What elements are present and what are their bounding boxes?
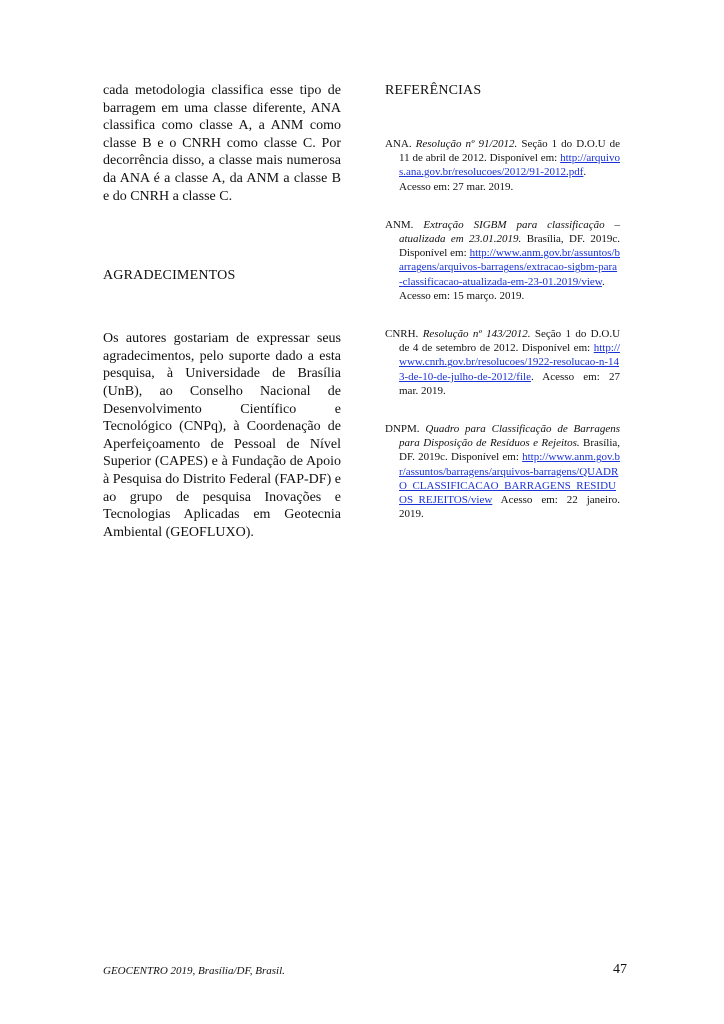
acknowledgements-heading: AGRADECIMENTOS (103, 268, 236, 284)
reference-item (385, 137, 620, 194)
acknowledgements-paragraph: Os autores gostariam de expressar seus agradecimentos, pelo suporte dado a esta pesquisa, à Universidade de Brasília (UnB), ao Conselho Nacional de Desenvolvimento Científico e Tecnológico (CNPq), à Coordenação de Aperfeiçoamento de Pessoal de Nível Superior (CAPES) e à Fundação de Apoio à Pesquisa do Distrito Federal (FAP-DF) e ao grupo de pesquisa Inovações e Tecnologias Aplicadas em Geotecnia Ambiental (GEOFLUXO). (103, 331, 341, 540)
footer-journal: GEOCENTRO 2019, Brasília/DF, Brasil. (103, 965, 285, 977)
reference-link[interactable]: http://www.anm.gov.br/assuntos/barragens/arquivos-barragens/QUADRO_CLASSIFICACAO_BARRAGENS_RESIDUOS_REJEITOS/view (399, 451, 620, 507)
reference-details: Seção 1 do D.O.U de 11 de abril de 2012. Disponível em: (399, 138, 620, 165)
reference-title: Extração SIGBM para classificação – atualizada em 23.01.2019. (399, 218, 621, 246)
reference-link[interactable]: http://www.cnrh.gov.br/resolucoes/1922-resolucao-n-143-de-10-de-julho-de-2012/file (399, 342, 620, 383)
reference-access: . Acesso em: 27 mar. 2019. (399, 370, 620, 397)
reference-details: Seção 1 do D.O.U de 4 de setembro de 2012. Disponível em: (399, 328, 621, 355)
reference-item (385, 422, 620, 521)
reference-author: ANM. (385, 218, 414, 231)
reference-access: . Acesso em: 27 mar. 2019. (399, 166, 587, 193)
reference-link[interactable]: http://arquivos.ana.gov.br/resolucoes/2012/91-2012.pdf (399, 152, 620, 179)
reference-author: ANA. (385, 138, 412, 150)
reference-title: Resolução nº 91/2012. (415, 138, 518, 150)
reference-link[interactable]: http://www.anm.gov.br/assuntos/barragens/arquivos-barragens/extracao-sigbm-para-classificacao-atualizada-em-23-01.2019/view (399, 247, 620, 288)
reference-details: Brasília, DF. 2019c. Disponível em: (399, 233, 621, 260)
reference-item (385, 218, 620, 303)
reference-author: CNRH. (385, 328, 419, 341)
references-heading: REFERÊNCIAS (385, 83, 482, 98)
reference-title: Quadro para Classificação de Barragens para Disposição de Resíduos e Rejeitos. (399, 423, 620, 450)
reference-access: . Acesso em: 15 março. 2019. (399, 275, 605, 302)
body-paragraph: cada metodologia classifica esse tipo de barragem em uma classe diferente, ANA classifica como classe A, a ANM como classe B e o CNRH como classe C. Por decorrência disso, a classe mais numerosa da ANA é a classe A, da ANM a classe B e do CNRH a classe C. (103, 83, 341, 204)
page-number: 47 (613, 962, 627, 977)
reference-item (385, 327, 620, 398)
reference-details: Brasília, DF. 2019c. Disponível em: (399, 437, 621, 464)
reference-title: Resolução nº 143/2012. (422, 328, 531, 341)
left-column (103, 82, 341, 541)
reference-author: DNPM. (385, 423, 420, 436)
reference-access: Acesso em: 22 janeiro. 2019. (399, 494, 620, 521)
right-column (385, 82, 620, 521)
